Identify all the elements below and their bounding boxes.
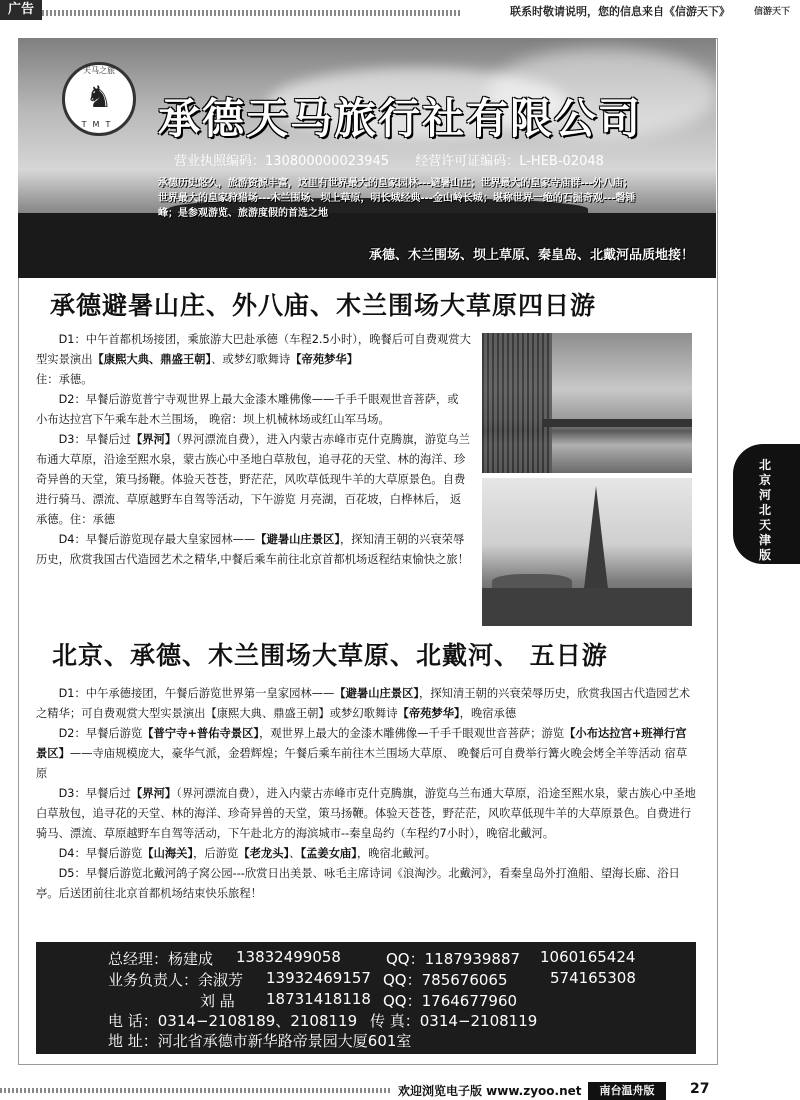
business-license: 营业执照编码：130800000023945	[174, 154, 390, 169]
phone-row	[108, 1010, 538, 1031]
company-banner	[18, 38, 716, 278]
bottom-bar	[0, 1082, 800, 1100]
tour2-itinerary	[36, 684, 696, 904]
gm-qq: QQ：1187939887	[386, 950, 521, 968]
pagoda-photo	[482, 478, 692, 626]
lake-photo	[482, 333, 692, 473]
divider	[42, 10, 462, 16]
liu-qq: QQ：1764677960	[383, 992, 518, 1010]
tour1-itinerary	[36, 330, 472, 570]
tour2-day2: D2：早餐后游览【普宁寺+普佑寺景区】，观世界上最大的金漆木雕佛像—千手千眼观世音菩萨；游览【小布达拉宫+班禅行宫景区】——寺庙规模庞大，豪华气派，金碧辉煌；午餐后乘车前往木兰围场大草原、 晚餐后可自费举行篝火晚会烤全羊等活动 宿草原	[36, 727, 688, 780]
tour2-day1: D1：中午承德接团，午餐后游览世界第一皇家园林——【避暑山庄景区】，探知清王朝的兴衰荣辱历史，欣赏我国古代造园艺术之精华；可自费观赏大型实景演出【康熙大典、鼎盛王朝】或梦幻歌舞诗【帝苑梦华】，晚宿承德	[36, 687, 691, 720]
tour2-day3: D3：早餐后过【界河】（界河漂流自费），进入内蒙古赤峰市克什克腾旗，游览乌兰布通大草原，沿途至熙水泉，蒙古族心中圣地白草敖包，追寻花的天堂、林的海洋、珍奇异兽的天堂，策马扬鞭。体验天苍苍，野茫茫，风吹草低现牛羊的大草原景色。自费进行骑马、漂流、草原越野车自驾等活动，下午赴北方的海滨城市--秦皇岛约（车程约7小时），晚宿北戴河。	[36, 787, 696, 840]
biz-row	[108, 969, 636, 990]
emblem-caption: 天马之旅	[83, 66, 115, 75]
liu-name: 刘 晶	[200, 992, 235, 1010]
contact-note: 联系时敬请说明，您的信息来自《信游天下》	[510, 5, 730, 18]
company-name: 承德天马旅行社有限公司	[158, 94, 643, 143]
slogan: 承德、木兰围场、坝上草原、秦皇岛、北戴河品质地接！	[368, 248, 694, 263]
biz-name: 业务负责人：余淑芳	[108, 971, 244, 989]
fax: 传 真：0314−2108119	[370, 1012, 538, 1030]
horse-icon: ♞	[85, 80, 113, 115]
address-row	[108, 1030, 411, 1051]
address: 地 址：河北省承德市新华路帝景园大厦601室	[108, 1032, 412, 1050]
gm-qq2: 1060165424	[540, 948, 636, 966]
tour2-day5: D5：早餐后游览北戴河鸽子窝公园---欣赏日出美景、咏毛主席诗词《浪淘沙。北戴河》，看秦皇岛外打渔船、望海长廊、浴日亭。后送团前往北京首都机场结束快乐旅程！	[36, 867, 680, 900]
ad-label: 广告	[0, 0, 42, 20]
gm-row	[108, 948, 636, 969]
edition-side-label: 北京河北天津版	[758, 458, 771, 562]
top-bar	[0, 0, 800, 22]
tour1-title: 承德避暑山庄、外八庙、木兰围场大草原四日游	[50, 291, 597, 320]
gm-phone: 13832499058	[236, 948, 341, 966]
temple-base	[482, 588, 692, 626]
divider	[0, 1088, 390, 1093]
gm-name: 总经理：杨建成	[108, 950, 214, 968]
website-link[interactable]: 欢迎浏览电子版 www.zyoo.net	[398, 1084, 582, 1098]
license-line	[174, 150, 626, 169]
tour2-title: 北京、承德、木兰围场大草原、北戴河、 五日游	[52, 641, 608, 670]
contact-box	[36, 942, 696, 1054]
edition-badge: 南台温舟版	[588, 1082, 666, 1100]
emblem-letters: TMT	[81, 120, 117, 129]
tour2-day4: D4：早餐后游览【山海关】，后游览【老龙头】、【孟姜女庙】，晚宿北戴河。	[58, 847, 437, 860]
biz-qq: QQ：785676065	[383, 971, 508, 989]
tour1-day2: D2：早餐后游览普宁寺观世界上最大金漆木雕佛像——千手千眼观世音菩萨，或 小布达拉宫下午乘车赴木兰围场， 晚宿：坝上机械林场或红山军马场。	[36, 393, 459, 426]
biz-qq2: 574165308	[550, 969, 636, 987]
page-number: 27	[690, 1081, 710, 1097]
biz-phone: 13932469157	[266, 969, 371, 987]
magazine-logo: 信游天下	[753, 7, 790, 17]
shoreline	[542, 419, 692, 427]
tour1-day3: D3：早餐后过【界河】（界河漂流自费），进入内蒙古赤峰市克什克腾旗，游览乌兰布通大草原，沿途至熙水泉，蒙古族心中圣地白草敖包，追寻花的天堂、林的海洋、珍奇异兽的天堂，策马扬鞭。体验天苍苍，野茫茫，风吹草低现牛羊的大草原景色。自费进行骑马、漂流、草原越野车自驾等活动，下午游览 月亮湖，百花坡，白桦林后， 返承德。住：承德	[36, 433, 470, 526]
edition-side-tab	[733, 444, 800, 564]
operating-permit: 经营许可证编码：L-HEB-02048	[415, 154, 604, 169]
liu-phone: 18731418118	[266, 990, 371, 1008]
company-intro: 承德历史悠久，旅游资源丰富，这里有世界最大的皇家园林---避暑山庄；世界最大的皇家寺庙群---外八庙；世界最大的皇家狩猎场---木兰围场、坝上草原，明长城经典---金山岭长城；堪称世界一绝的石掘奇观---磬锤峰；是参观游览、旅游度假的首选之地	[158, 178, 636, 219]
company-emblem	[62, 62, 136, 136]
tour1-day1: D1：中午首都机场接团，乘旅游大巴赴承德（车程2.5小时），晚餐后可自费观赏大型实景演出【康熙大典、鼎盛王朝】、或梦幻歌舞诗【帝苑梦华】 住：承德。	[36, 333, 471, 386]
telephone: 电 话：0314−2108189、2108119	[108, 1012, 358, 1030]
tour1-day4: D4：早餐后游览现存最大皇家园林——【避暑山庄景区】，探知清王朝的兴衰荣辱历史，欣赏我国古代造园艺术之精华,中餐后乘车前往北京首都机场返程结束愉快之旅！	[36, 533, 469, 566]
willow-tree	[482, 333, 552, 473]
